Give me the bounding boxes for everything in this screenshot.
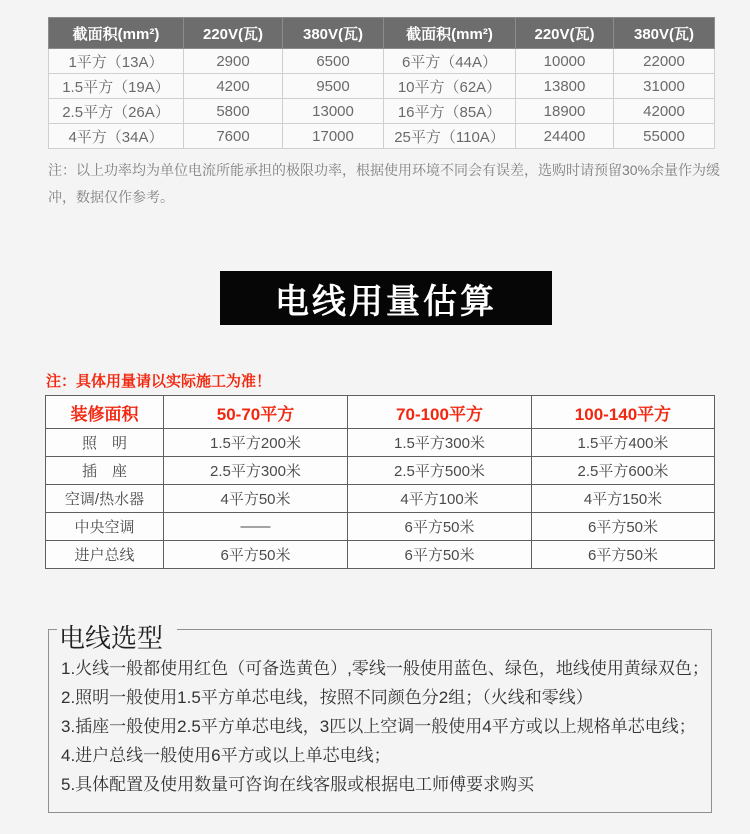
wire-selection-item: 5.具体配置及使用数量可咨询在线客服或根据电工师傅要求购买 — [61, 775, 535, 794]
power-limit-table-body — [49, 49, 715, 149]
power-table-cell: 24400 — [516, 124, 614, 149]
usage-table-cell: 4平方100米 — [348, 485, 532, 513]
wire-selection-item: 4.进户总线一般使用6平方或以上单芯电线； — [61, 746, 391, 765]
usage-table-cell: 4平方50米 — [164, 485, 348, 513]
table-row — [49, 124, 715, 149]
power-table-cell: 1.5平方（19A） — [49, 74, 184, 99]
usage-warning-text: 注：具体用量请以实际施工为准！ — [46, 373, 272, 390]
power-table-cell: 9500 — [283, 74, 384, 99]
power-table-cell: 4平方（34A） — [49, 124, 184, 149]
power-table-cell: 10000 — [516, 49, 614, 74]
power-table-cell: 31000 — [614, 74, 715, 99]
power-table-cell: 1平方（13A） — [49, 49, 184, 74]
usage-table-cell: 照 明 — [46, 429, 164, 457]
power-table-cell: 6平方（44A） — [384, 49, 516, 74]
power-table-cell: 18900 — [516, 99, 614, 124]
power-table-cell: 2900 — [184, 49, 283, 74]
table-row — [46, 513, 715, 541]
usage-table-cell: 1.5平方200米 — [164, 429, 348, 457]
usage-table-cell: 6平方50米 — [532, 541, 715, 569]
table-row — [46, 429, 715, 457]
wire-selection-item: 2.照明一般使用1.5平方单芯电线，按照不同颜色分2组；（火线和零线） — [61, 688, 593, 707]
table-header-row — [49, 18, 715, 49]
usage-table-cell: 6平方50米 — [348, 541, 532, 569]
table-row — [49, 74, 715, 99]
banner-title: 电线用量估算 — [275, 282, 497, 321]
wire-selection-title: 电线选型 — [57, 621, 177, 655]
usage-table-cell: 6平方50米 — [164, 541, 348, 569]
table-row — [46, 457, 715, 485]
usage-table-cell: 中央空调 — [46, 513, 164, 541]
usage-table-header: 装修面积 — [46, 396, 164, 429]
section-banner — [220, 271, 552, 325]
power-limit-table-head — [49, 18, 715, 49]
usage-table-cell: 2.5平方500米 — [348, 457, 532, 485]
power-table-header: 220V(瓦) — [184, 18, 283, 49]
usage-table-cell: —— — [164, 513, 348, 541]
wire-usage-table-body — [46, 429, 715, 569]
power-table-cell: 16平方（85A） — [384, 99, 516, 124]
wire-selection-item: 3.插座一般使用2.5平方单芯电线，3匹以上空调一般使用4平方或以上规格单芯电线； — [61, 717, 696, 736]
power-table-cell: 55000 — [614, 124, 715, 149]
usage-table-cell: 进户总线 — [46, 541, 164, 569]
usage-table-header: 50-70平方 — [164, 396, 348, 429]
power-note-text: 注：以上功率均为单位电流所能承担的极限功率，根据使用环境不同会有误差，选购时请预留30%余量作为缓冲，数据仅作参考。 — [48, 162, 721, 205]
power-table-header: 截面积(mm²) — [384, 18, 516, 49]
usage-table-header: 70-100平方 — [348, 396, 532, 429]
wire-selection-item: 1.火线一般都使用红色（可备选黄色）,零线一般使用蓝色、绿色，地线使用黄绿双色； — [61, 659, 709, 678]
usage-table-cell: 2.5平方300米 — [164, 457, 348, 485]
power-table-cell: 5800 — [184, 99, 283, 124]
power-table-cell: 2.5平方（26A） — [49, 99, 184, 124]
power-table-header: 380V(瓦) — [614, 18, 715, 49]
usage-table-cell: 4平方150米 — [532, 485, 715, 513]
power-table-cell: 4200 — [184, 74, 283, 99]
power-table-cell: 25平方（110A） — [384, 124, 516, 149]
power-table-header: 截面积(mm²) — [49, 18, 184, 49]
power-table-cell: 13000 — [283, 99, 384, 124]
usage-table-cell: 插 座 — [46, 457, 164, 485]
power-table-header: 220V(瓦) — [516, 18, 614, 49]
table-row — [46, 541, 715, 569]
power-table-cell: 10平方（62A） — [384, 74, 516, 99]
power-table-cell: 7600 — [184, 124, 283, 149]
table-row — [46, 485, 715, 513]
usage-table-cell: 6平方50米 — [348, 513, 532, 541]
wire-usage-table-head — [46, 396, 715, 429]
table-row — [49, 99, 715, 124]
usage-table-cell: 1.5平方400米 — [532, 429, 715, 457]
power-table-cell: 13800 — [516, 74, 614, 99]
usage-table-header: 100-140平方 — [532, 396, 715, 429]
table-row — [49, 49, 715, 74]
usage-table-cell: 2.5平方600米 — [532, 457, 715, 485]
usage-table-cell: 空调/热水器 — [46, 485, 164, 513]
wire-usage-table — [45, 395, 715, 569]
power-table-header: 380V(瓦) — [283, 18, 384, 49]
wire-selection-box — [48, 623, 712, 813]
power-table-cell: 6500 — [283, 49, 384, 74]
wire-selection-list — [61, 654, 709, 799]
power-table-cell: 22000 — [614, 49, 715, 74]
usage-table-cell: 1.5平方300米 — [348, 429, 532, 457]
usage-table-cell: 6平方50米 — [532, 513, 715, 541]
table-header-row — [46, 396, 715, 429]
power-table-cell: 17000 — [283, 124, 384, 149]
power-limit-table — [48, 17, 715, 149]
power-table-cell: 42000 — [614, 99, 715, 124]
